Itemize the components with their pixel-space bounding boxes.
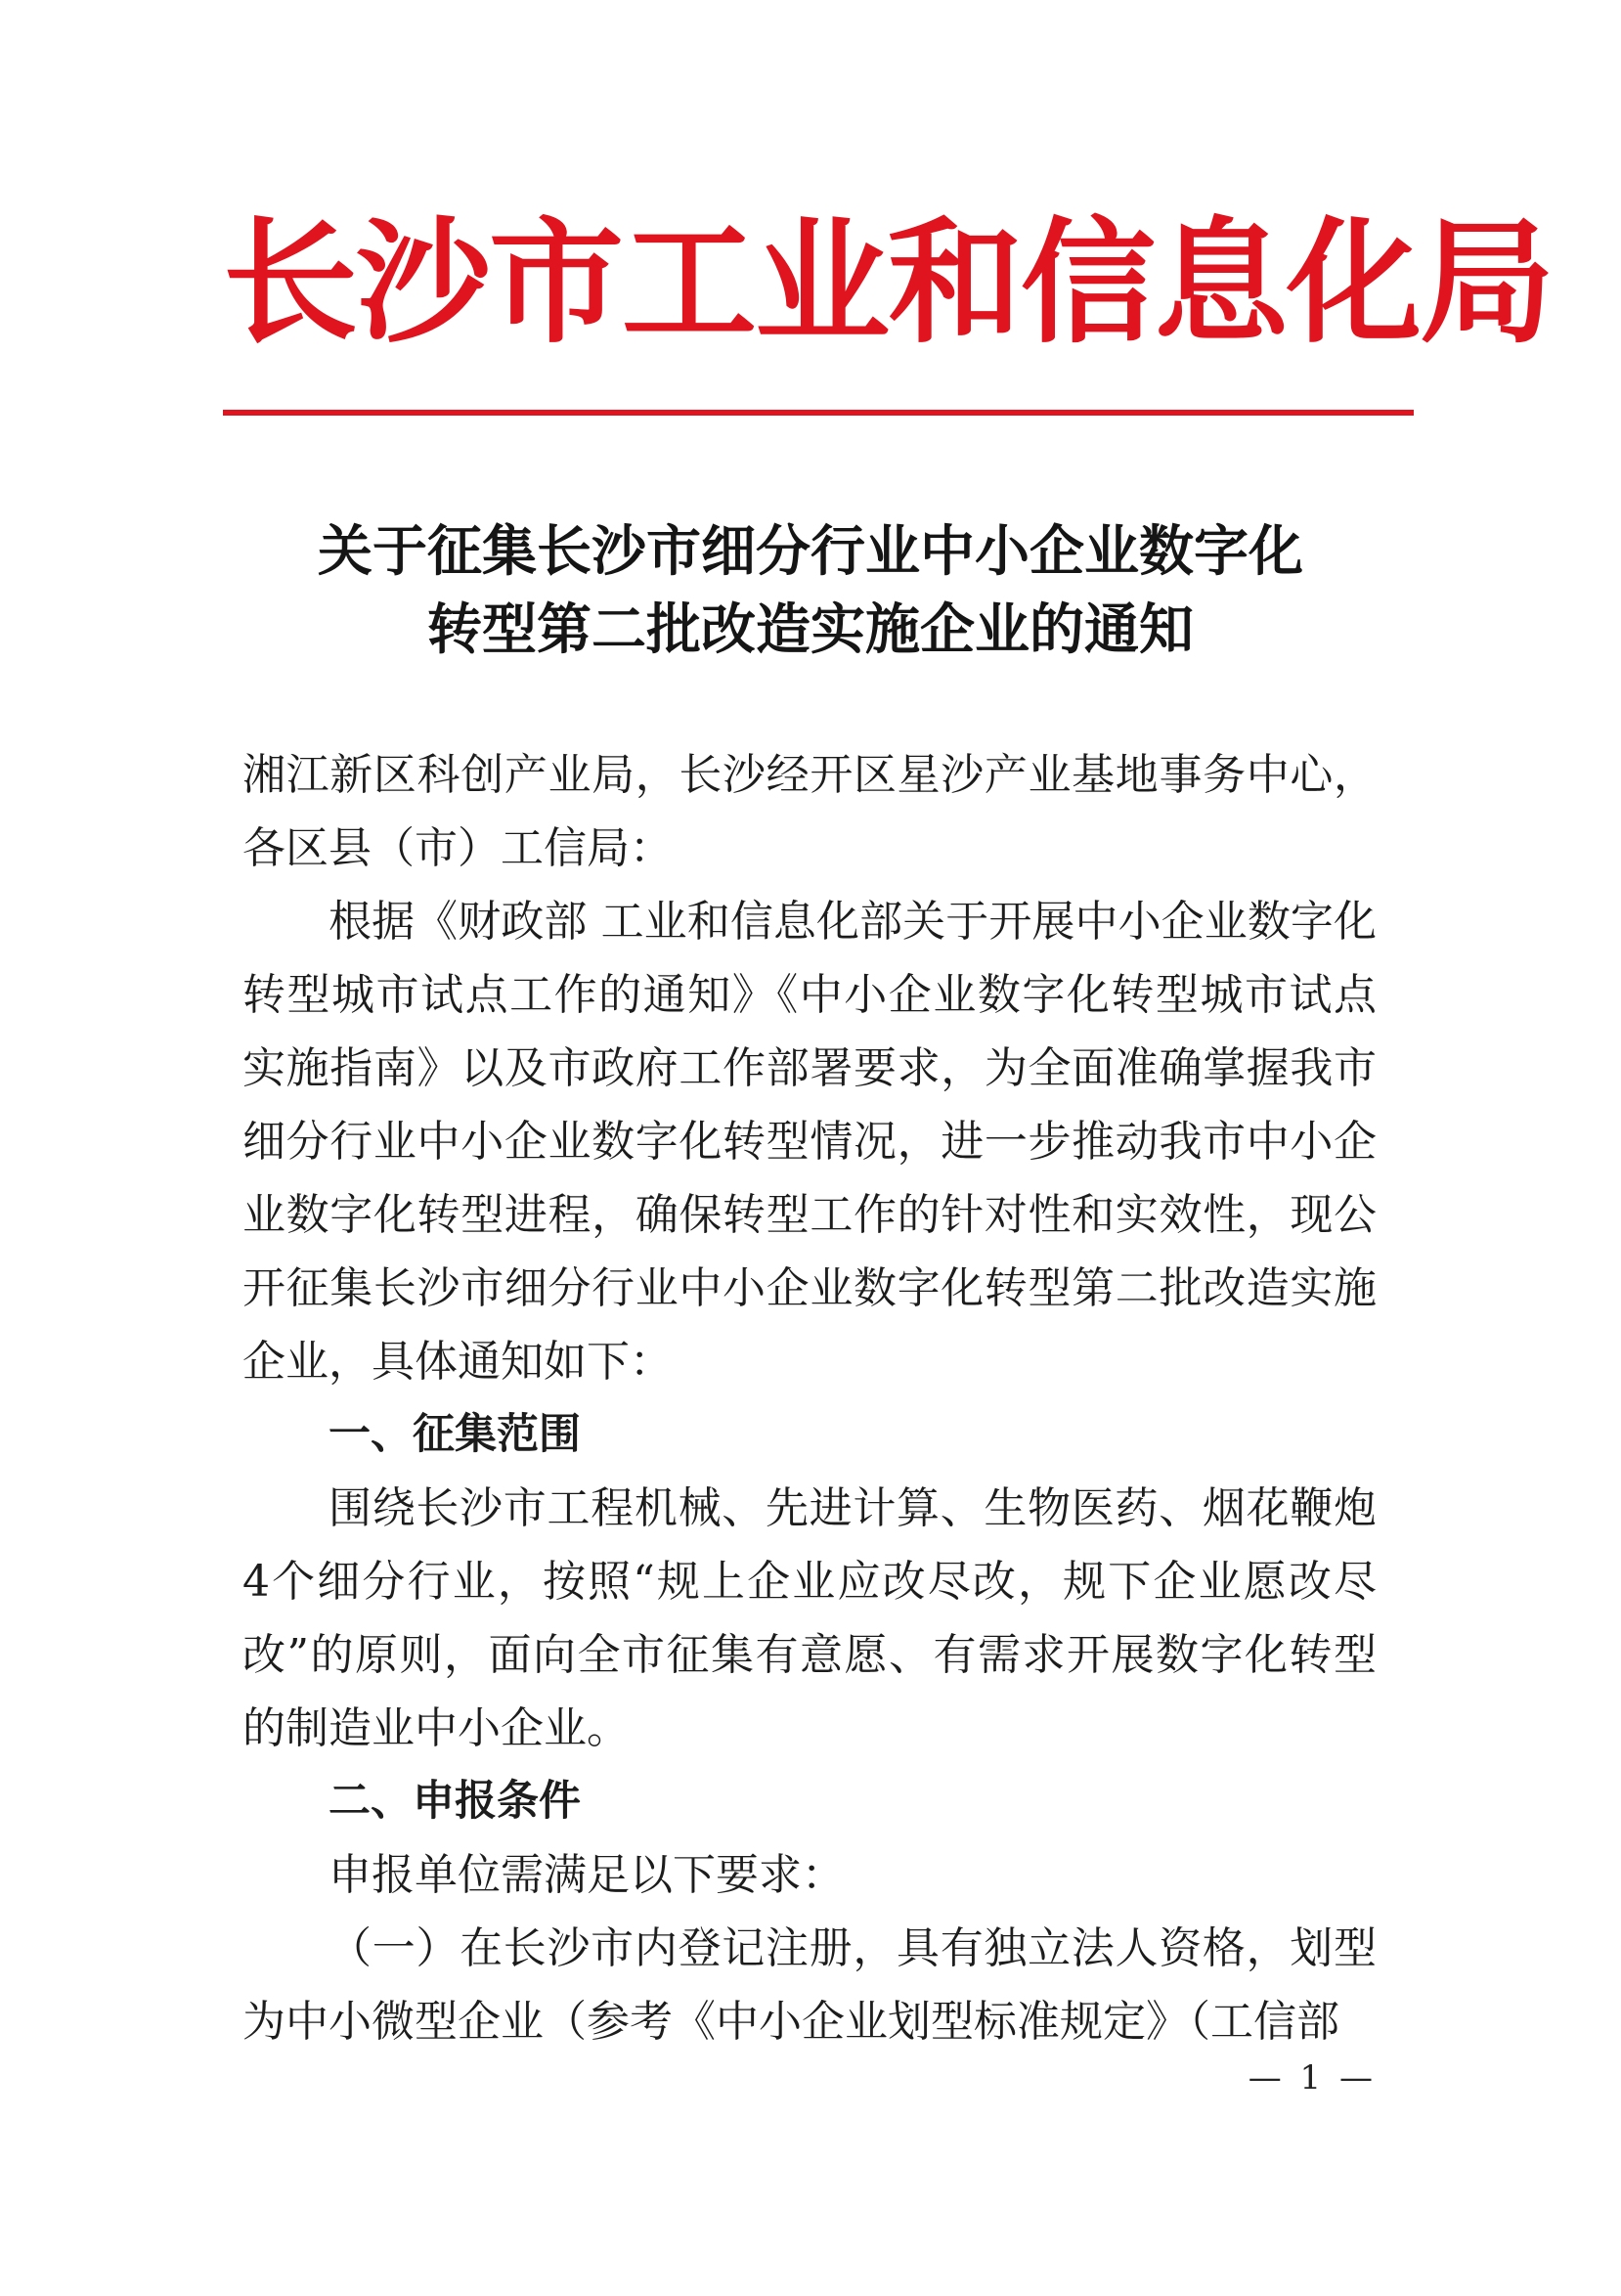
section-1-heading: 一、征集范围 xyxy=(329,1410,581,1459)
intro-paragraph: 根据《财政部 工业和信息化部关于开展中小企业数字化转型城市试点工作的通知》《中小企业数字化转型城市试点实施指南》以及市政府工作部署要求，为全面准确掌握我市细分行业中小企业数字化转型情况，进一步推动我市中小企业数字化转型进程，确保转型工作的针对性和实效性，现公开征集长沙市细分行业中小企业数字化转型第二批改造实施企业，具体通知如下： xyxy=(242,897,1377,1387)
document-title-line-2: 转型第二批改造实施企业的通知 xyxy=(427,597,1194,662)
recipients-paragraph: 湘江新区科创产业局，长沙经开区星沙产业基地事务中心，各区县（市）工信局： xyxy=(242,750,1377,873)
section-1-paragraph: 围绕长沙市工程机械、先进计算、生物医药、烟花鞭炮4个细分行业，按照“规上企业应改尽改，规下企业愿改尽改”的原则，面向全市征集有意愿、有需求开展数字化转型的制造业中小企业。 xyxy=(242,1483,1377,1753)
red-divider-line xyxy=(223,410,1414,416)
page-number: — 1 — xyxy=(1248,2058,1377,2097)
section-2-heading: 二、申报条件 xyxy=(329,1777,581,1826)
document-title-line-1: 关于征集长沙市细分行业中小企业数字化 xyxy=(318,519,1303,584)
document-body xyxy=(242,738,1377,2058)
section-2-lead: 申报单位需满足以下要求： xyxy=(329,1850,845,1900)
section-2-item-1: （一）在长沙市内登记注册，具有独立法人资格，划型为中小微型企业（参考《中小企业划型标准规定》（工信部 xyxy=(242,1923,1377,2047)
agency-header: 长沙市工业和信息化局 xyxy=(223,204,1554,362)
document-title xyxy=(196,512,1425,669)
